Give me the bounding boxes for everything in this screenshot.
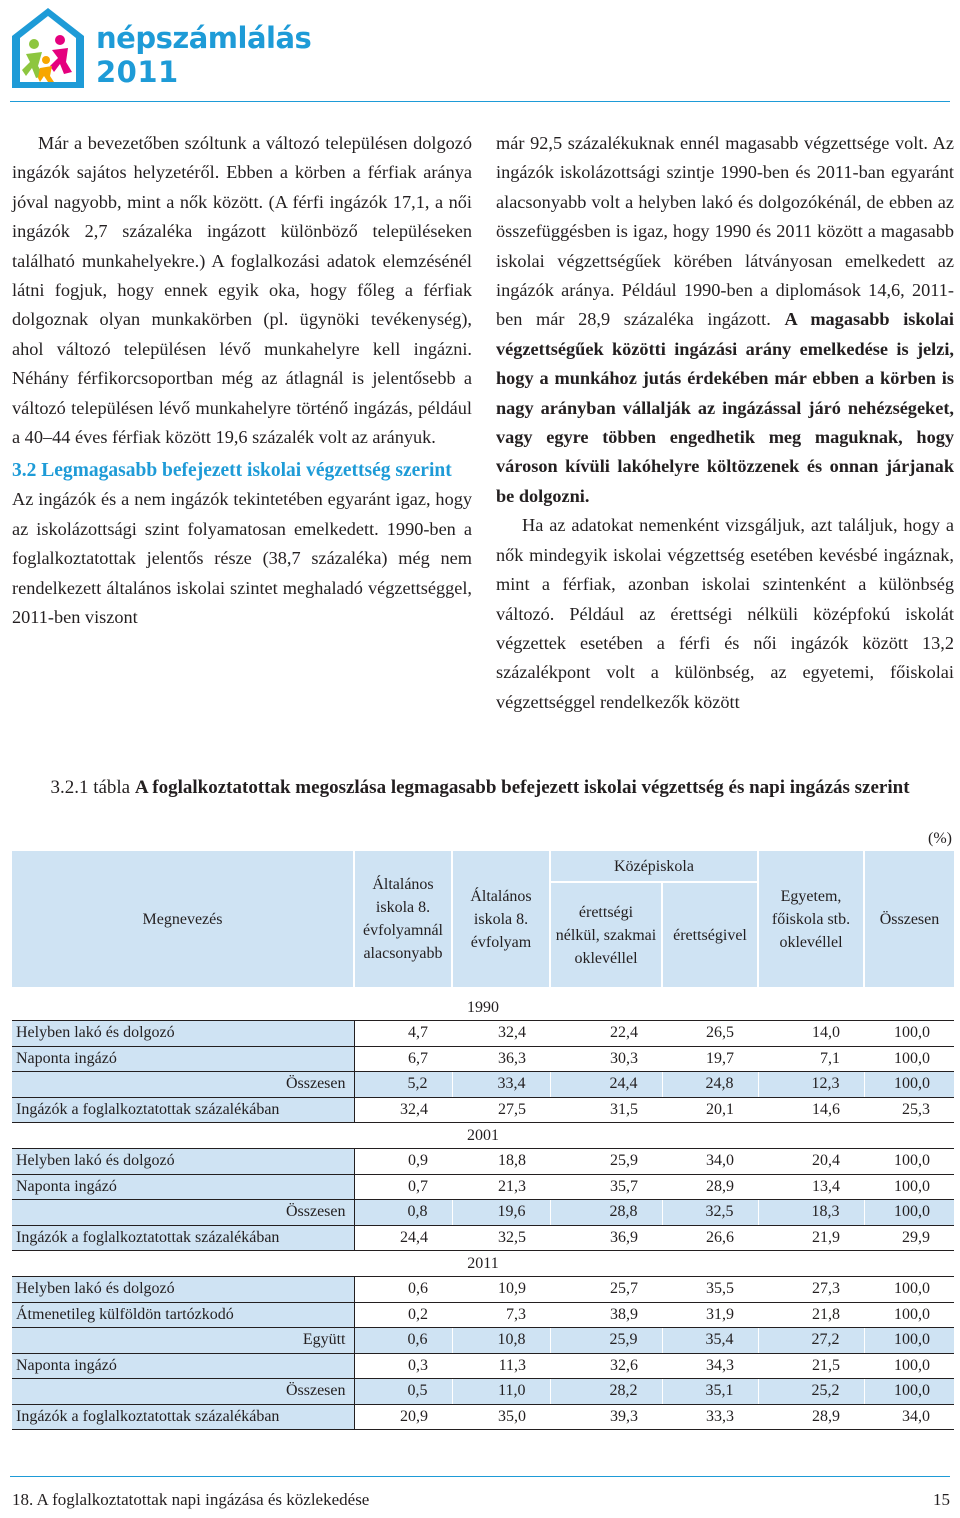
cell-value: 7,1	[758, 1046, 864, 1072]
table-row	[12, 1277, 954, 1303]
cell-value: 21,3	[452, 1174, 550, 1200]
table-spacer	[12, 988, 954, 995]
col-header-university: Egyetem, főiskola stb. oklevéllel	[758, 851, 864, 988]
table-year-row	[12, 1123, 954, 1149]
paragraph: Már a bevezetőben szóltunk a változó településen dolgozó ingázók sajátos helyzetéről. Ebben a körben a férfiak aránya jóval nagyobb, mint a nők között. (A férfi ingázók 17,1, a női ingázók 2,7 százaléka ingázott különböző településeken található munkahelyekre.) A foglalkozási adatok elemzésénél látni fogjuk, hogy ennek egyik oka, hogy főleg a férfiak dolgoznak olyan munkakörben (pl. ügynöki tevékenység), ahol változó településen lévő munkahelyre kell ingázni. Néhány férfikorcsoportban még az átlagnál is jelentősebb a változó településen lévő munkahelyre történő ingázás, például a 40–44 éves férfiak között 19,6 százalék volt az arányuk.	[12, 133, 472, 448]
cell-value: 28,9	[662, 1174, 758, 1200]
cell-value: 34,3	[662, 1353, 758, 1379]
cell-value: 21,8	[758, 1302, 864, 1328]
cell-value: 25,3	[864, 1097, 954, 1123]
cell-value: 100,0	[864, 1302, 954, 1328]
cell-value: 11,3	[452, 1353, 550, 1379]
cell-value: 31,5	[550, 1097, 662, 1123]
row-label: Naponta ingázó	[12, 1174, 354, 1200]
col-header-total: Összesen	[864, 851, 954, 988]
table-year-row	[12, 995, 954, 1021]
cell-value: 18,8	[452, 1149, 550, 1175]
cell-value: 33,3	[662, 1404, 758, 1430]
cell-value: 18,3	[758, 1200, 864, 1226]
row-label: Helyben lakó és dolgozó	[12, 1149, 354, 1175]
col-header-below8: Általános iskola 8. évfolyamnál alacsonyabb	[354, 851, 452, 988]
footer-rule	[10, 1476, 950, 1477]
cell-value: 36,9	[550, 1225, 662, 1251]
cell-value: 0,8	[354, 1200, 452, 1226]
row-label: Helyben lakó és dolgozó	[12, 1277, 354, 1303]
left-column	[12, 129, 472, 633]
cell-value: 6,7	[354, 1046, 452, 1072]
section-heading: 3.2 Legmagasabb befejezett iskolai végzettség szerint	[12, 460, 452, 482]
row-label: Együtt	[12, 1328, 354, 1354]
col-header-grade8: Általános iskola 8. évfolyam	[452, 851, 550, 988]
cell-value: 4,7	[354, 1021, 452, 1047]
table-row	[12, 1072, 954, 1098]
cell-value: 100,0	[864, 1174, 954, 1200]
table-row	[12, 1046, 954, 1072]
cell-value: 24,4	[550, 1072, 662, 1098]
cell-value: 100,0	[864, 1072, 954, 1098]
footer-chapter: 18. A foglalkoztatottak napi ingázása és közlekedése	[12, 1490, 370, 1509]
cell-value: 100,0	[864, 1046, 954, 1072]
row-label: Ingázók a foglalkoztatottak százalékában	[12, 1225, 354, 1251]
cell-value: 36,3	[452, 1046, 550, 1072]
cell-value: 10,8	[452, 1328, 550, 1354]
cell-value: 34,0	[864, 1404, 954, 1430]
cell-value: 14,0	[758, 1021, 864, 1047]
cell-value: 24,8	[662, 1072, 758, 1098]
row-label: Átmenetileg külföldön tartózkodó	[12, 1302, 354, 1328]
logo-year: 2011	[96, 55, 179, 89]
cell-value: 27,3	[758, 1277, 864, 1303]
cell-value: 34,0	[662, 1149, 758, 1175]
row-label: Ingázók a foglalkoztatottak százalékában	[12, 1404, 354, 1430]
cell-value: 25,9	[550, 1149, 662, 1175]
cell-value: 20,4	[758, 1149, 864, 1175]
cell-value: 29,9	[864, 1225, 954, 1251]
cell-value: 0,3	[354, 1353, 452, 1379]
table-header-row	[12, 851, 954, 882]
cell-value: 12,3	[758, 1072, 864, 1098]
table-row	[12, 1225, 954, 1251]
table-year-row	[12, 1251, 954, 1277]
cell-value: 28,9	[758, 1404, 864, 1430]
row-label: Összesen	[12, 1072, 354, 1098]
cell-value: 30,3	[550, 1046, 662, 1072]
cell-value: 35,0	[452, 1404, 550, 1430]
table-row	[12, 1328, 954, 1354]
table-unit: (%)	[928, 830, 952, 847]
paragraph: Ha az adatokat nemenként vizsgáljuk, azt találjuk, hogy a nők mindegyik iskolai végzettség esetében kevésbé ingáznak, mint a férfiak, azonban iskolai szintenként a különbség változó. Például az érettségi nélküli középfokú iskolát végzettek esetében a férfi és női ingázók között 13,2 százalékpont volt a különbség, az egyetemi, főiskolai végzettséggel rendelkezők között	[496, 515, 954, 712]
cell-value: 7,3	[452, 1302, 550, 1328]
header-rule	[10, 101, 950, 102]
cell-value: 100,0	[864, 1353, 954, 1379]
house-people-icon	[10, 6, 86, 90]
cell-value: 28,8	[550, 1200, 662, 1226]
row-label: Helyben lakó és dolgozó	[12, 1021, 354, 1047]
table-row	[12, 1302, 954, 1328]
cell-value: 27,2	[758, 1328, 864, 1354]
cell-value: 100,0	[864, 1277, 954, 1303]
cell-value: 24,4	[354, 1225, 452, 1251]
cell-value: 25,7	[550, 1277, 662, 1303]
cell-value: 25,2	[758, 1379, 864, 1405]
year-label: 2001	[12, 1123, 954, 1149]
cell-value: 32,5	[452, 1225, 550, 1251]
paragraph-bold-text: A magasabb iskolai végzettségűek közötti ingázási arány emelkedése is jelzi, hogy a munkához jutás érdekében már ebben a körben is nagy arányban vállalják az ingázással járó nehézségeket, vagy egyre többen engedhetik meg maguknak, hogy városon kívüli lakóhelyre költözzenek és onnan járjanak be dolgozni.	[496, 309, 954, 506]
cell-value: 26,6	[662, 1225, 758, 1251]
cell-value: 35,1	[662, 1379, 758, 1405]
paragraph	[496, 129, 954, 511]
col-header-no-matura: érettségi nélkül, szakmai oklevéllel	[550, 882, 662, 988]
cell-value: 0,6	[354, 1328, 452, 1354]
cell-value: 11,0	[452, 1379, 550, 1405]
table-row	[12, 1097, 954, 1123]
table-row	[12, 1174, 954, 1200]
cell-value: 32,6	[550, 1353, 662, 1379]
cell-value: 38,9	[550, 1302, 662, 1328]
cell-value: 33,4	[452, 1072, 550, 1098]
census-logo	[10, 6, 310, 92]
cell-value: 10,9	[452, 1277, 550, 1303]
col-header-name: Megnevezés	[12, 851, 354, 988]
paragraph-text: már 92,5 százalékuknak ennél magasabb végzettsége volt. Az ingázók iskolázottsági szintje 1990-ben és 2011-ban egyaránt alacsonyabb volt a helyben lakó és dolgozókénál, de ebben az összefüggésben is igaz, hogy 1990 és 2011 között a magasabb iskolai végzettségűek körében látványosan emelkedett az ingázók aránya. Például 1990-ben a diplomások 14,6, 2011-ben már 28,9 százaléka ingázott.	[496, 133, 954, 330]
cell-value: 100,0	[864, 1328, 954, 1354]
cell-value: 0,9	[354, 1149, 452, 1175]
data-table	[12, 851, 954, 1430]
row-label: Naponta ingázó	[12, 1353, 354, 1379]
table-title	[12, 773, 948, 802]
cell-value: 28,2	[550, 1379, 662, 1405]
cell-value: 25,9	[550, 1328, 662, 1354]
cell-value: 0,5	[354, 1379, 452, 1405]
year-label: 2011	[12, 1251, 954, 1277]
cell-value: 100,0	[864, 1200, 954, 1226]
row-label: Összesen	[12, 1379, 354, 1405]
cell-value: 21,9	[758, 1225, 864, 1251]
cell-value: 5,2	[354, 1072, 452, 1098]
cell-value: 35,7	[550, 1174, 662, 1200]
cell-value: 32,4	[354, 1097, 452, 1123]
row-label: Összesen	[12, 1200, 354, 1226]
table-row	[12, 1404, 954, 1430]
cell-value: 100,0	[864, 1149, 954, 1175]
table-row	[12, 1353, 954, 1379]
cell-value: 39,3	[550, 1404, 662, 1430]
cell-value: 13,4	[758, 1174, 864, 1200]
table-row	[12, 1200, 954, 1226]
cell-value: 0,6	[354, 1277, 452, 1303]
row-label: Ingázók a foglalkoztatottak százalékában	[12, 1097, 354, 1123]
cell-value: 26,5	[662, 1021, 758, 1047]
cell-value: 19,6	[452, 1200, 550, 1226]
paragraph: Az ingázók és a nem ingázók tekintetében egyaránt igaz, hogy az iskolázottsági szint folyamatosan emelkedett. 1990-ben a foglalkoztatottak jelentős része (38,7 százaléka) még nem rendelkezett általános iskolai szintet meghaladó végzettséggel, 2011-ben viszont	[12, 489, 472, 628]
cell-value: 100,0	[864, 1021, 954, 1047]
cell-value: 0,2	[354, 1302, 452, 1328]
logo-wordmark: népszámlálás	[96, 21, 312, 55]
cell-value: 22,4	[550, 1021, 662, 1047]
cell-value: 27,5	[452, 1097, 550, 1123]
year-label: 1990	[12, 995, 954, 1021]
cell-value: 19,7	[662, 1046, 758, 1072]
table-number: 3.2.1 tábla	[50, 777, 131, 798]
cell-value: 32,4	[452, 1021, 550, 1047]
col-header-matura: érettségivel	[662, 882, 758, 988]
table-row	[12, 1021, 954, 1047]
cell-value: 35,4	[662, 1328, 758, 1354]
col-header-secondary: Középiskola	[550, 851, 758, 882]
cell-value: 21,5	[758, 1353, 864, 1379]
cell-value: 20,9	[354, 1404, 452, 1430]
table-caption: A foglalkoztatottak megoszlása legmagasabb befejezett iskolai végzettség és napi ingázás szerint	[134, 777, 910, 798]
table-row	[12, 1379, 954, 1405]
row-label: Naponta ingázó	[12, 1046, 354, 1072]
cell-value: 100,0	[864, 1379, 954, 1405]
cell-value: 32,5	[662, 1200, 758, 1226]
cell-value: 14,6	[758, 1097, 864, 1123]
cell-value: 20,1	[662, 1097, 758, 1123]
cell-value: 31,9	[662, 1302, 758, 1328]
page-number: 15	[933, 1490, 950, 1509]
cell-value: 35,5	[662, 1277, 758, 1303]
right-column	[496, 129, 954, 717]
cell-value: 0,7	[354, 1174, 452, 1200]
table-row	[12, 1149, 954, 1175]
